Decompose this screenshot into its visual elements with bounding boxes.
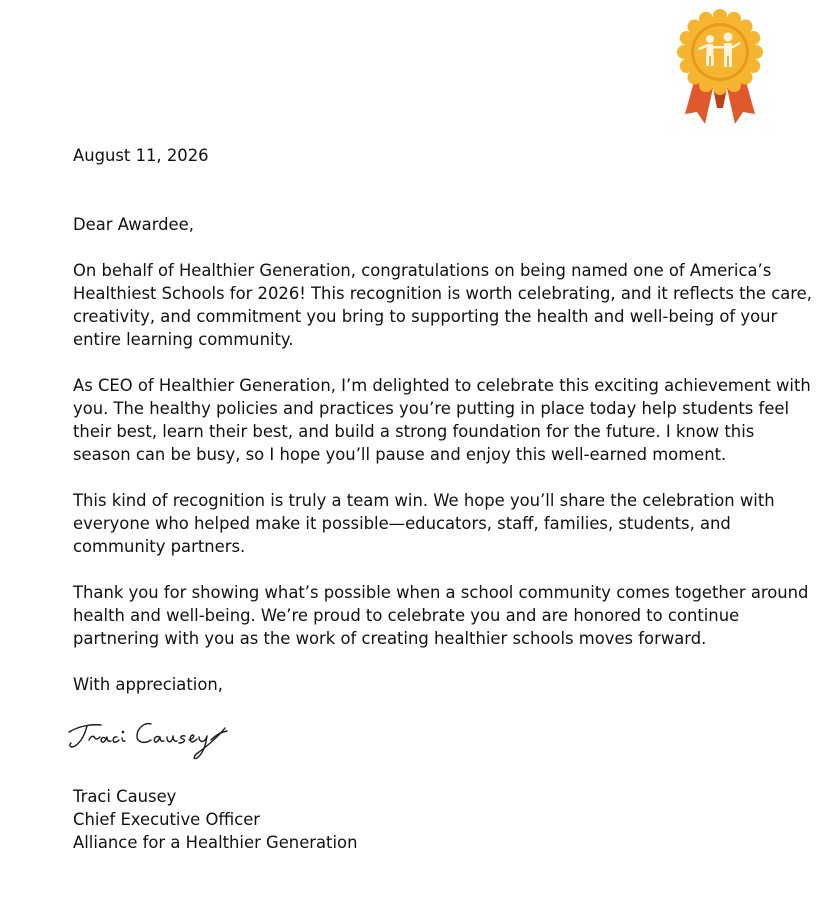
letter-paragraph-3: This kind of recognition is truly a team win. We hope you’ll share the celebration with everyone who helped make it possible—educators, staff, families, students, and community partners. [73, 491, 775, 556]
letter-paragraph-1: On behalf of Healthier Generation, congratulations on being named one of America’s Healthiest Schools for 2026! This recognition is worth celebrating, and it reflects the care, creativity, and commitment you bring to supporting the health and well-being of your entire learning community. [73, 261, 812, 349]
award-ribbon-icon [673, 8, 767, 124]
signer-title: Chief Executive Officer [73, 810, 261, 829]
signer-organization: Alliance for a Healthier Generation [73, 833, 358, 852]
letter-date: August 11, 2026 [73, 146, 209, 165]
handwritten-signature [65, 710, 240, 762]
letter-salutation: Dear Awardee, [73, 215, 194, 234]
letter-closing: With appreciation, [73, 675, 223, 694]
letter-paragraph-4: Thank you for showing what’s possible when a school community comes together around health and well-being. We’re proud to celebrate you and are honored to continue partnering with you as the work of creating healthier schools moves forward. [73, 583, 809, 648]
letter-body [73, 144, 813, 854]
letter-paragraph-2: As CEO of Healthier Generation, I’m delighted to celebrate this exciting achievement with you. The healthy policies and practices you’re putting in place today help students feel their best, learn their best, and build a strong foundation for the future. I know this season can be busy, so I hope you’ll pause and enjoy this well-earned moment. [73, 376, 811, 464]
signer-name: Traci Causey [73, 787, 177, 806]
